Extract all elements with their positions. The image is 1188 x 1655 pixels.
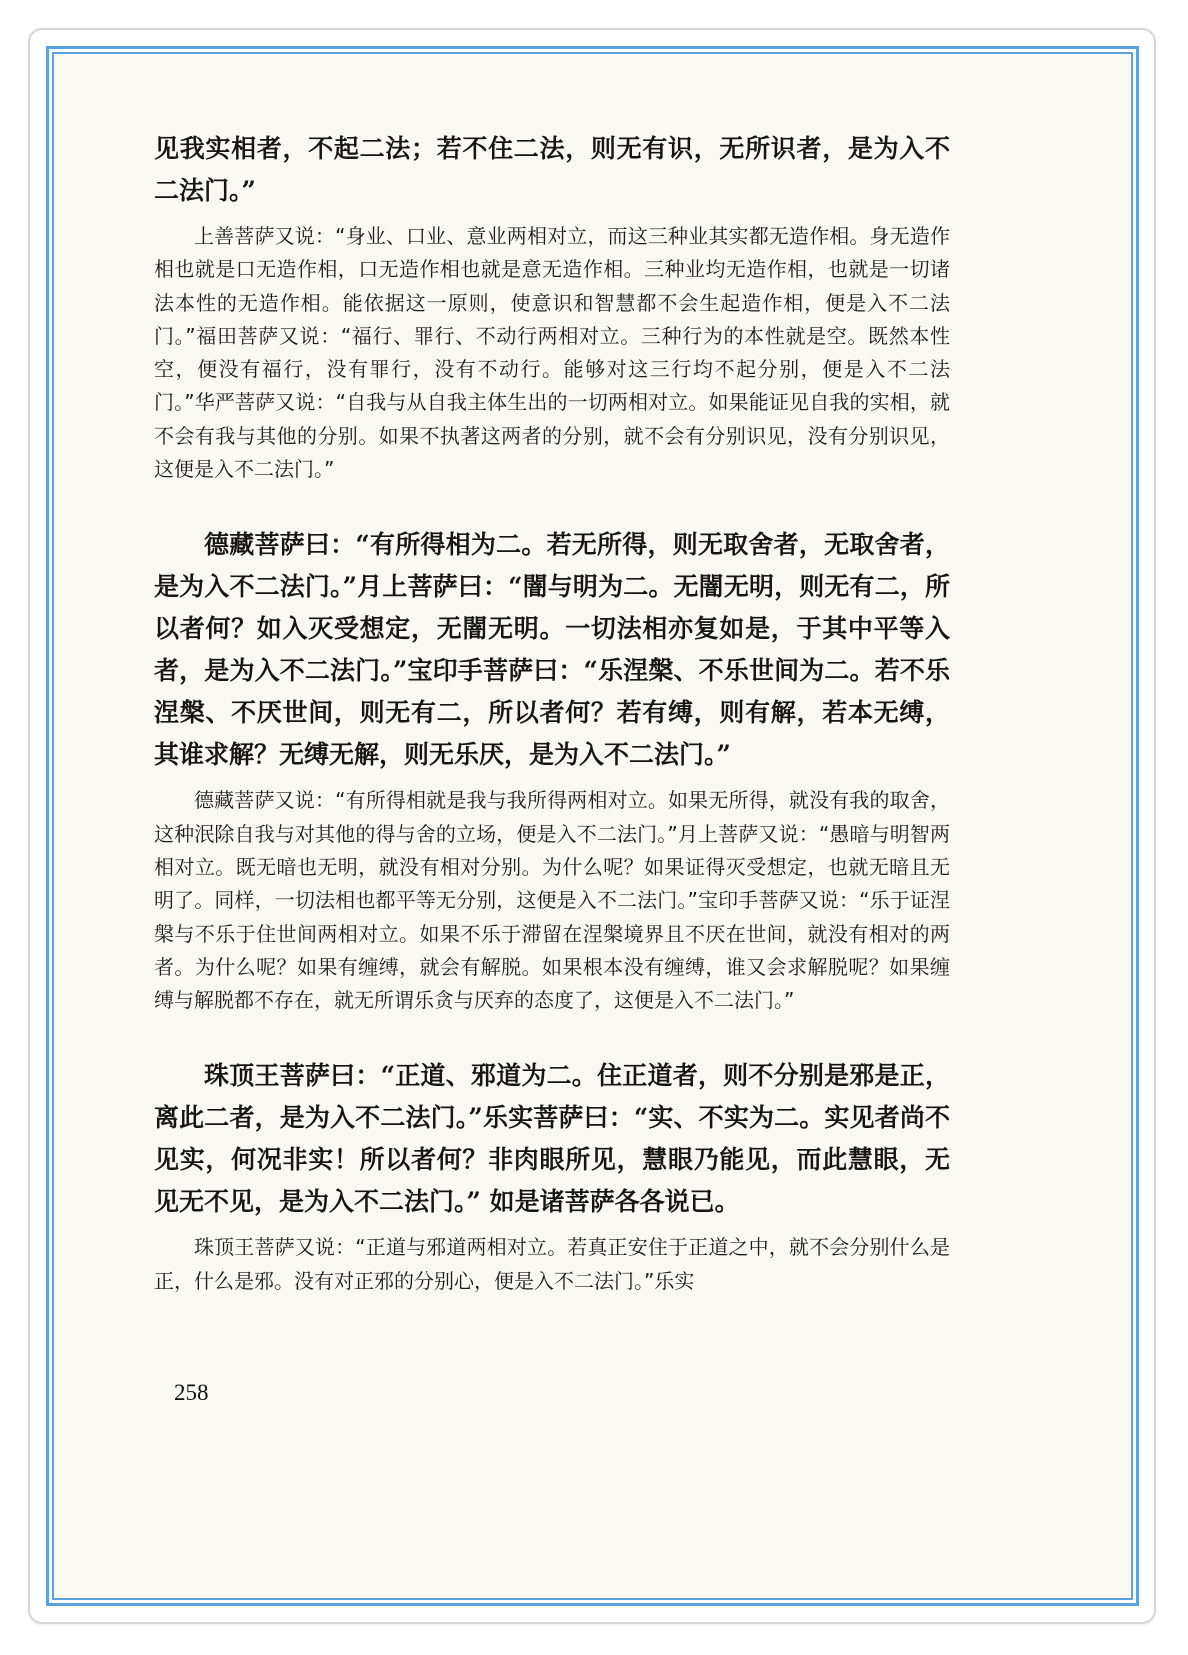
original-text-block-1: 见我实相者，不起二法；若不住二法，则无有识，无所识者，是为入不二法门。” bbox=[154, 134, 950, 205]
translation-block-3: 珠顶王菩萨又说：“正道与邪道两相对立。若真正安住于正道之中，就不会分别什么是正，什么是邪。没有对正邪的分别心，便是入不二法门。”乐实 bbox=[154, 1235, 950, 1293]
translation-block-1: 上善菩萨又说：“身业、口业、意业两相对立，而这三种业其实都无造作相。身无造作相也就是口无造作相，口无造作相也就是意无造作相。三种业均无造作相，也就是一切诸法本性的无造作相。能依据这一原则，使意识和智慧都不会生起造作相，便是入不二法门。”福田菩萨又说：“福行、罪行、不动行两相对立。三种行为的本性就是空。既然本性空，便没有福行，没有罪行，没有不动行。能够对这三行均不起分别，便是入不二法门。”华严菩萨又说：“自我与从自我主体生出的一切两相对立。如果能证见自我的实相，就不会有我与其他的分别。如果不执著这两者的分别，就不会有分别识见，没有分别识见，这便是入不二法门。” bbox=[154, 224, 950, 482]
original-text-block-3: 珠顶王菩萨曰：“正道、邪道为二。住正道者，则不分别是邪是正，离此二者，是为入不二法门。”乐实菩萨曰：“实、不实为二。实见者尚不见实，何况非实！所以者何？非肉眼所见，慧眼乃能见，而此慧眼，无见无不见，是为入不二法门。” 如是诸菩萨各各说已。 bbox=[154, 1061, 950, 1217]
original-text-block-2: 德藏菩萨曰：“有所得相为二。若无所得，则无取舍者，无取舍者，是为入不二法门。”月上菩萨曰：“闇与明为二。无闇无明，则无有二，所以者何？如入灭受想定，无闇无明。一切法相亦复如是，于其中平等入者，是为入不二法门。”宝印手菩萨曰：“乐涅槃、不乐世间为二。若不乐涅槃、不厌世间，则无有二，所以者何？若有缚，则有解，若本无缚，其谁求解？无缚无解，则无乐厌，是为入不二法门。” bbox=[154, 530, 950, 770]
page-content bbox=[154, 128, 950, 1298]
page-number: 258 bbox=[174, 1380, 209, 1405]
translation-block-2: 德藏菩萨又说：“有所得相就是我与我所得两相对立。如果无所得，就没有我的取舍，这种泯除自我与对其他的得与舍的立场，便是入不二法门。”月上菩萨又说：“愚暗与明智两相对立。既无暗也无明，就没有相对分别。为什么呢？如果证得灭受想定，也就无暗且无明了。同样，一切法相也都平等无分别，这便是入不二法门。”宝印手菩萨又说：“乐于证涅槃与不乐于住世间两相对立。如果不乐于滞留在涅槃境界且不厌在世间，就没有相对的两者。为什么呢？如果有缠缚，就会有解脱。如果根本没有缠缚，谁又会求解脱呢？如果缠缚与解脱都不存在，就无所谓乐贪与厌弃的态度了，这便是入不二法门。” bbox=[154, 788, 950, 1013]
